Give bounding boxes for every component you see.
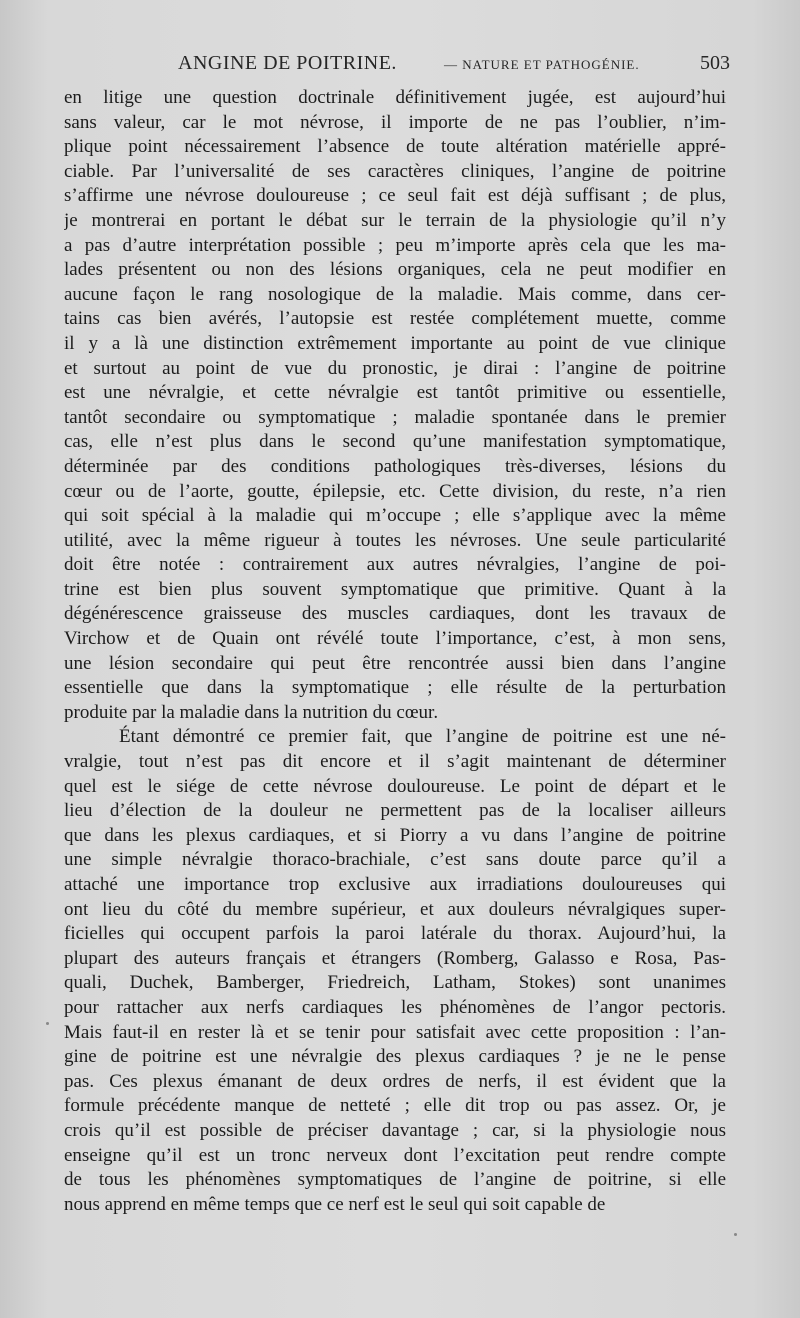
text-line: ficielles qui occupent parfois la paroi latérale du thorax. Aujourd’hui, la — [64, 923, 726, 945]
text-line: cœur ou de l’aorte, goutte, épilepsie, etc. Cette division, du reste, n’a rien — [64, 480, 726, 502]
page-number: 503 — [700, 52, 730, 74]
text-line: doit être notée : contrairement aux autres névralgies, l’angine de poi- — [64, 554, 726, 576]
text-line: tantôt secondaire ou symptomatique ; maladie spontanée dans le premier — [64, 406, 726, 428]
text-line: lades présentent ou non des lésions organiques, cela ne peut modifier en — [64, 259, 726, 281]
text-line: pas. Ces plexus émanant de deux ordres de nerfs, il est évident que la — [64, 1070, 726, 1092]
text-line: essentielle que dans la symptomatique ; elle résulte de la perturbation — [64, 677, 726, 699]
text-line: trine est bien plus souvent symptomatique que primitive. Quant à la — [64, 578, 726, 600]
text-line: gine de poitrine est une névralgie des plexus cardiaques ? je ne le pense — [64, 1046, 726, 1068]
text-line: une lésion secondaire qui peut être rencontrée aussi bien dans l’angine — [64, 652, 726, 674]
text-line: déterminée par des conditions pathologiques très-diverses, lésions du — [64, 455, 726, 477]
running-header — [60, 52, 730, 82]
text-line: enseigne qu’il est un tronc nerveux dont l’excitation peut rendre compte — [64, 1144, 726, 1166]
text-line: pour rattacher aux nerfs cardiaques les phénomènes de l’angor pectoris. — [64, 996, 726, 1018]
margin-speck — [46, 1022, 49, 1025]
running-subtitle: — NATURE ET PATHOGÉNIE. — [444, 57, 640, 72]
text-line: utilité, avec la même rigueur à toutes les névroses. Une seule particularité — [64, 529, 726, 551]
text-line: quali, Duchek, Bamberger, Friedreich, Latham, Stokes) sont unanimes — [64, 972, 726, 994]
text-line: ont lieu du côté du membre supérieur, et aux douleurs névralgiques super- — [64, 898, 726, 920]
text-line: nous apprend en même temps que ce nerf est le seul qui soit capable de — [64, 1193, 606, 1215]
text-line: il y a là une distinction extrêmement importante au point de vue clinique — [64, 332, 726, 354]
running-title: ANGINE DE POITRINE. — [178, 52, 397, 74]
text-line: et surtout au point de vue du pronostic, je dirai : l’angine de poitrine — [64, 357, 726, 379]
text-line: attaché une importance trop exclusive aux irradiations douloureuses qui — [64, 874, 726, 895]
text-line: en litige une question doctrinale définitivement jugée, est aujourd’hui — [64, 87, 726, 108]
text-line: formule précédente manque de netteté ; elle dit trop ou pas assez. Or, je — [64, 1095, 726, 1117]
body-text — [64, 86, 726, 1217]
text-line: aucune façon le rang nosologique de la maladie. Mais comme, dans cer- — [64, 283, 726, 305]
text-line: dégénérescence graisseuse des muscles cardiaques, dont les travaux de — [64, 603, 726, 625]
margin-speck — [734, 1233, 737, 1236]
text-line: de tous les phénomènes symptomatiques de l’angine de poitrine, si elle — [64, 1169, 726, 1191]
text-line: sans valeur, car le mot névrose, il importe de ne pas l’oublier, n’im- — [64, 111, 726, 133]
text-line: s’affirme une névrose douloureuse ; ce seul fait est déjà suffisant ; de plus, — [64, 185, 726, 207]
text-line: je montrerai en portant le débat sur le terrain de la physiologie qu’il n’y — [64, 209, 726, 231]
text-line: crois qu’il est possible de préciser davantage ; car, si la physiologie nous — [64, 1119, 726, 1141]
text-line: tains cas bien avérés, l’autopsie est restée complétement muette, comme — [64, 308, 726, 330]
text-line: Virchow et de Quain ont révélé toute l’importance, c’est, à mon sens, — [64, 628, 726, 650]
text-line: vralgie, tout n’est pas dit encore et il s’agit maintenant de déterminer — [64, 751, 726, 773]
text-line: Étant démontré ce premier fait, que l’angine de poitrine est une né- — [119, 726, 726, 748]
text-line: cas, elle n’est plus dans le second qu’une manifestation symptomatique, — [64, 431, 726, 453]
text-line: que dans les plexus cardiaques, et si Piorry a vu dans l’angine de poitrine — [64, 824, 726, 846]
text-line: qui soit spécial à la maladie qui m’occupe ; elle s’applique avec la même — [64, 505, 726, 527]
text-line: lieu d’élection de la douleur ne permettent pas de la localiser ailleurs — [64, 800, 726, 822]
text-line: une simple névralgie thoraco-brachiale, c’est sans doute parce qu’il a — [64, 849, 726, 871]
text-line: est une névralgie, et cette névralgie est tantôt primitive ou essentielle, — [64, 382, 726, 404]
text-line: plique point nécessairement l’absence de toute altération matérielle appré- — [64, 136, 726, 158]
text-line: ciable. Par l’universalité de ses caractères cliniques, l’angine de poitrine — [64, 160, 726, 182]
text-line: produite par la maladie dans la nutrition du cœur. — [64, 701, 439, 723]
text-line: a pas d’autre interprétation possible ; peu m’importe après cela que les ma- — [64, 234, 726, 256]
text-line: plupart des auteurs français et étrangers (Romberg, Galasso e Rosa, Pas- — [64, 947, 726, 969]
text-line: Mais faut-il en rester là et se tenir pour satisfait avec cette proposition : l’an- — [64, 1021, 726, 1043]
text-line: quel est le siége de cette névrose douloureuse. Le point de départ et le — [64, 775, 726, 797]
